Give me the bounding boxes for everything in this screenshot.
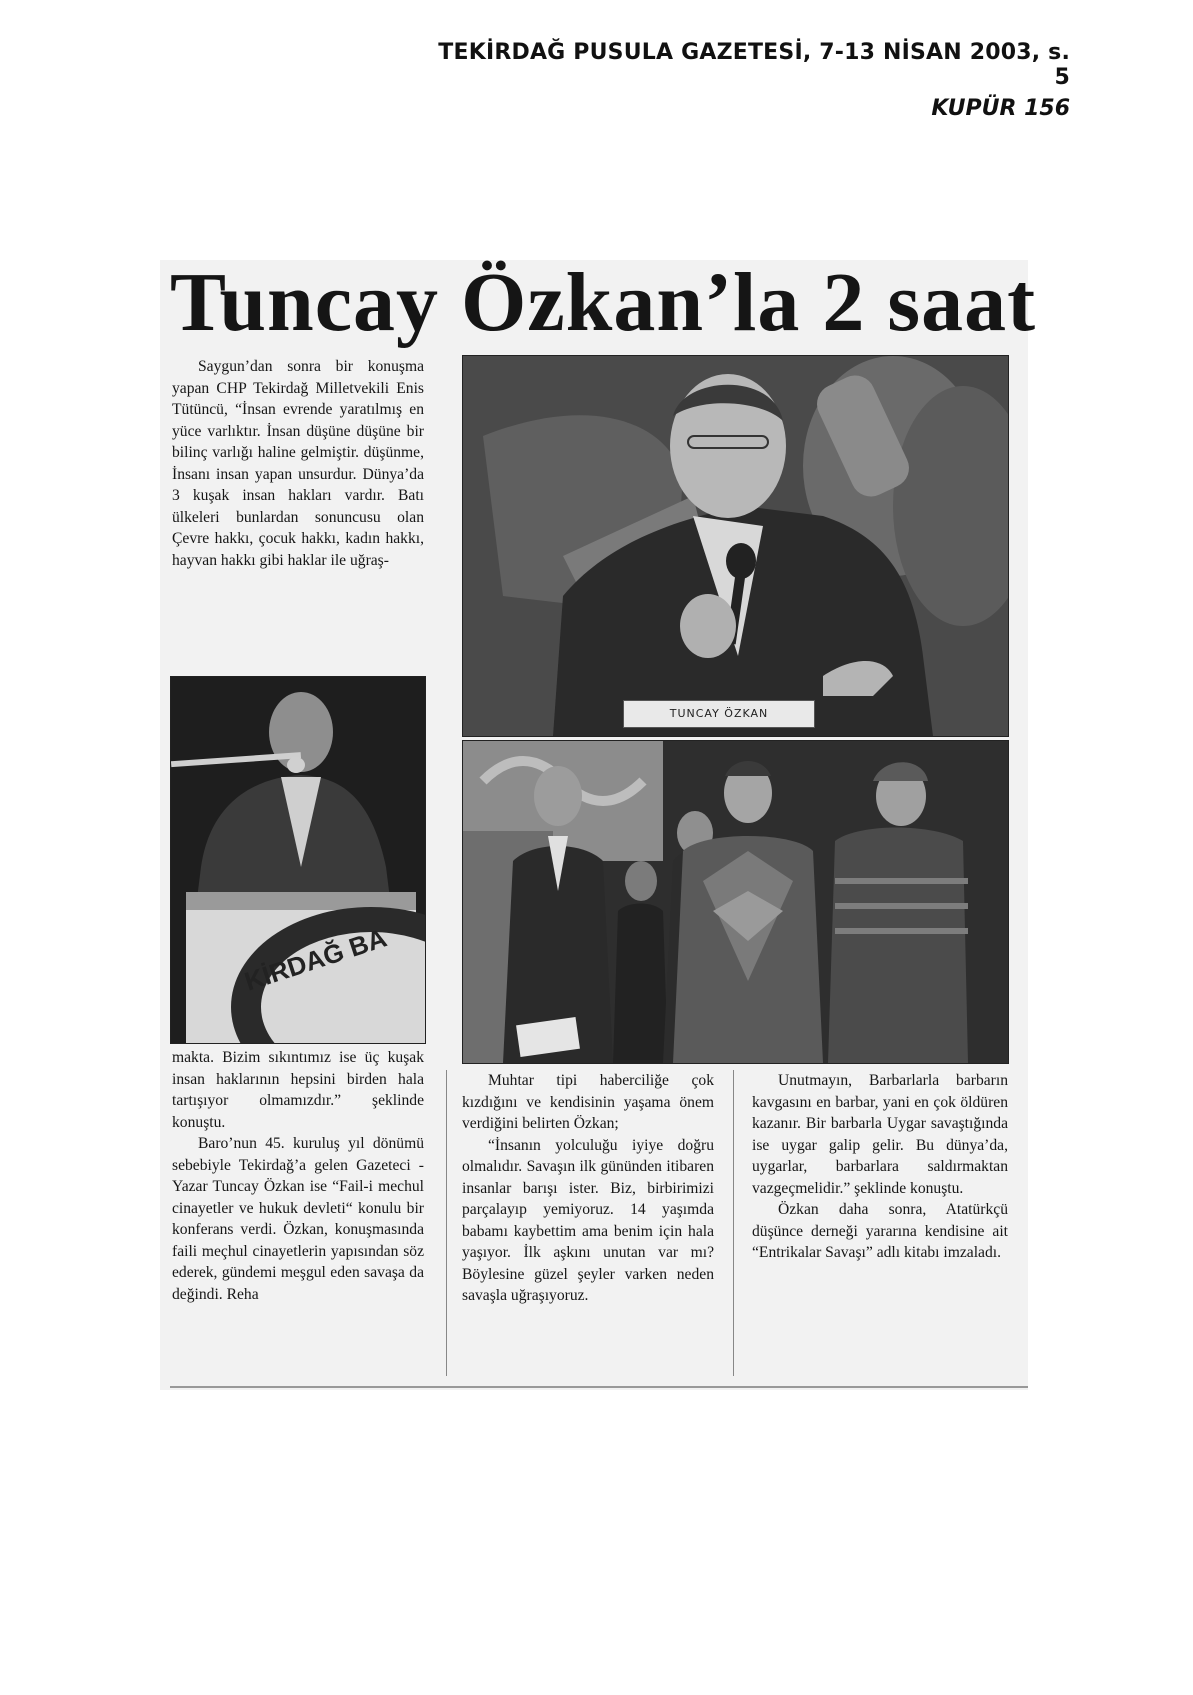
podium-photo bbox=[170, 676, 426, 1044]
nameplate: TUNCAY ÖZKAN bbox=[623, 700, 815, 728]
article-col1-bottom bbox=[172, 1047, 424, 1305]
podium-sign: KİRDAĞ BA bbox=[240, 922, 391, 997]
main-photo bbox=[462, 355, 1009, 737]
main-photo-image bbox=[463, 356, 1008, 736]
group-photo-image bbox=[463, 741, 1008, 1063]
col3-paragraph-1: Unutmayın, Barbarlarla barbarın kavgasını en barbar, yani en çok öldüren kazanır. Bir barbarla Uygar savaştığında ise uygar galip gelir. Bu dünya’da, uygarlar, barbarlara saldırmaktan vazgeçmelidir.” şeklinde konuştu. bbox=[752, 1072, 1008, 1197]
col1-top-paragraph: Saygun’dan sonra bir konuşma yapan CHP Tekirdağ Milletvekili Enis Tütüncü, “İnsan evrende yaratılmış en yüce varlıktır. İnsan düşüne düşüne bir bilinç varlığı haline gelmiştir. düşünme, İnsanı insan yapan unsurdur. Dünya’da 3 kuşak insan hakları vardır. Batı ülkeleri bunlardan sonuncusu olan Çevre hakkı, çocuk hakkı, kadın hakkı, hayvan hakkı gibi haklar ile uğraş- bbox=[172, 358, 424, 569]
col1-bottom-paragraph-2: Baro’nun 45. kuruluş yıl dönümü sebebiyle Tekirdağ’a gelen Gazeteci - Yazar Tuncay Özkan ise “Fail-i mechul cinayetler ve hukuk devleti“ konulu bir konferans verdi. Özkan, konuşmasında faili meçhul cinayetlerin yapısından söz ederek, gündemi meşgul eden savaşa da değindi. Reha bbox=[172, 1135, 424, 1303]
col2-paragraph-2: “İnsanın yolculuğu iyiye doğru olmalıdır. Savaşın ilk gününden itibaren insanlar barışı ister. Biz, birbirimizi parçalayıp yemiyoruz. 14 yaşımda babamı kaybettim ama benim için hala yaşıyor. İlk aşkını unutan var mı? Böylesine güzel şeyler varken neden savaşla uğraşıyoruz. bbox=[462, 1136, 714, 1304]
clip-label: KUPÜR 156 bbox=[931, 96, 1070, 121]
header-source: TEKİRDAĞ PUSULA GAZETESİ, 7-13 NİSAN 2003, s. 5 bbox=[438, 40, 1070, 90]
col3-paragraph-2: Özkan daha sonra, Atatürkçü düşünce derneği yararına kendisine ait “Entrikalar Savaşı” adlı kitabı imzaladı. bbox=[752, 1201, 1008, 1261]
article-col1-top bbox=[172, 356, 424, 571]
headline: Tuncay Özkan’la 2 saat bbox=[170, 256, 1037, 349]
article-col3 bbox=[752, 1070, 1008, 1264]
podium-photo-image bbox=[171, 677, 425, 1043]
column-rule-2 bbox=[733, 1070, 734, 1376]
col1-bottom-paragraph-1: makta. Bizim sıkıntımız ise üç kuşak insan haklarının hepsini birden hala tartışıyor olmamızdır.” şeklinde konuştu. bbox=[172, 1049, 424, 1131]
group-photo bbox=[462, 740, 1009, 1064]
col2-paragraph-1: Muhtar tipi haberciliğe çok kızdığını ve kendisinin yaşama önem verdiğini belirten Özkan; bbox=[462, 1072, 714, 1132]
article-col2 bbox=[462, 1070, 714, 1307]
bottom-rule bbox=[170, 1386, 1028, 1388]
column-rule-1 bbox=[446, 1070, 447, 1376]
